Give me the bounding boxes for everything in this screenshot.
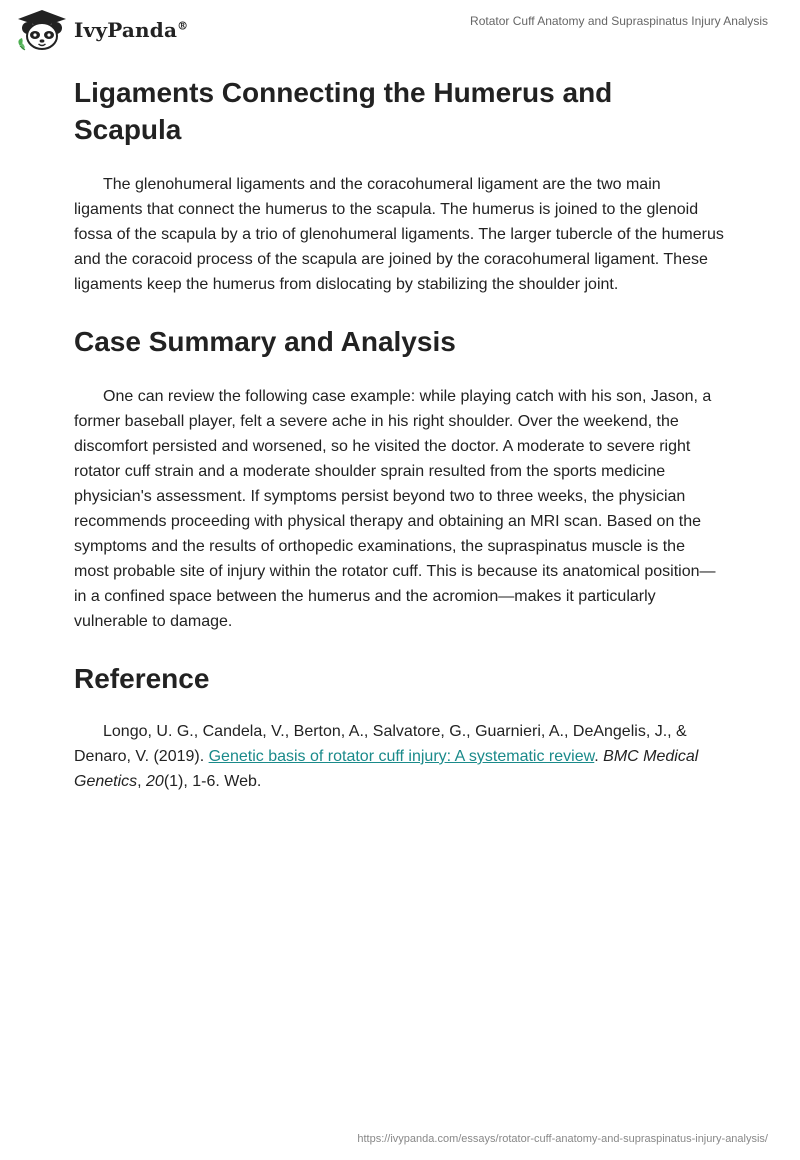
registered-mark: ® [177,19,189,33]
logo-text: IvyPanda [74,18,178,42]
reference-link[interactable]: Genetic basis of rotator cuff injury: A systematic review [208,748,595,765]
section-heading-case: Case Summary and Analysis [74,326,456,357]
reference-volume: 20 [146,773,164,790]
logo-wordmark [74,18,188,42]
section-heading-ligaments: Ligaments Connecting the Humerus and Scapula [74,77,613,145]
section-heading-reference: Reference [74,663,210,694]
reference-authors: Longo, U. G., Candela, V., Berton, A., Salvatore, G., Guarnieri, A., DeAngelis, J., & Denaro, V. (2019). [74,723,687,765]
paragraph-case: One can review the following case example: while playing catch with his son, Jason, a former baseball player, felt a severe ache in his right shoulder. Over the weekend, the discomfort persisted and worsened, so he visited the doctor. A moderate to severe right rotator cuff strain and a moderate shoulder sprain resulted from the sports medicine physician's assessment. If symptoms persist beyond two to three weeks, the physician recommends proceeding with physical therapy and obtaining an MRI scan. Based on the symptoms and the results of orthopedic examinations, the supraspinatus muscle is the most probable site of injury within the rotator cuff. This is because its anatomical position—in a confined space between the humerus and the acromion—makes it particularly vulnerable to damage. [74,388,716,630]
panda-graduate-icon [14,8,70,52]
ivypanda-logo[interactable] [14,8,188,52]
page-header [0,0,800,60]
essay-content [74,70,724,794]
reference-issue-pages: (1), 1-6. Web. [163,773,262,790]
footer-url[interactable]: https://ivypanda.com/essays/rotator-cuff-anatomy-and-supraspinatus-injury-analysis/ [357,1133,768,1145]
reference-comma: , [137,773,147,790]
paragraph-ligaments: The glenohumeral ligaments and the coracohumeral ligament are the two main ligaments that connect the humerus to the scapula. The humerus is joined to the glenoid fossa of the scapula by a trio of glenohumeral ligaments. The larger tubercle of the humerus and the coracoid process of the scapula are joined by the coracohumeral ligament. These ligaments keep the humerus from dislocating by stabilizing the shoulder joint. [74,176,724,293]
reference-after-link: . [594,748,604,765]
document-title: Rotator Cuff Anatomy and Supraspinatus Injury Analysis [470,14,768,28]
reference-journal: BMC Medical Genetics [74,748,699,790]
reference-entry [74,719,724,794]
